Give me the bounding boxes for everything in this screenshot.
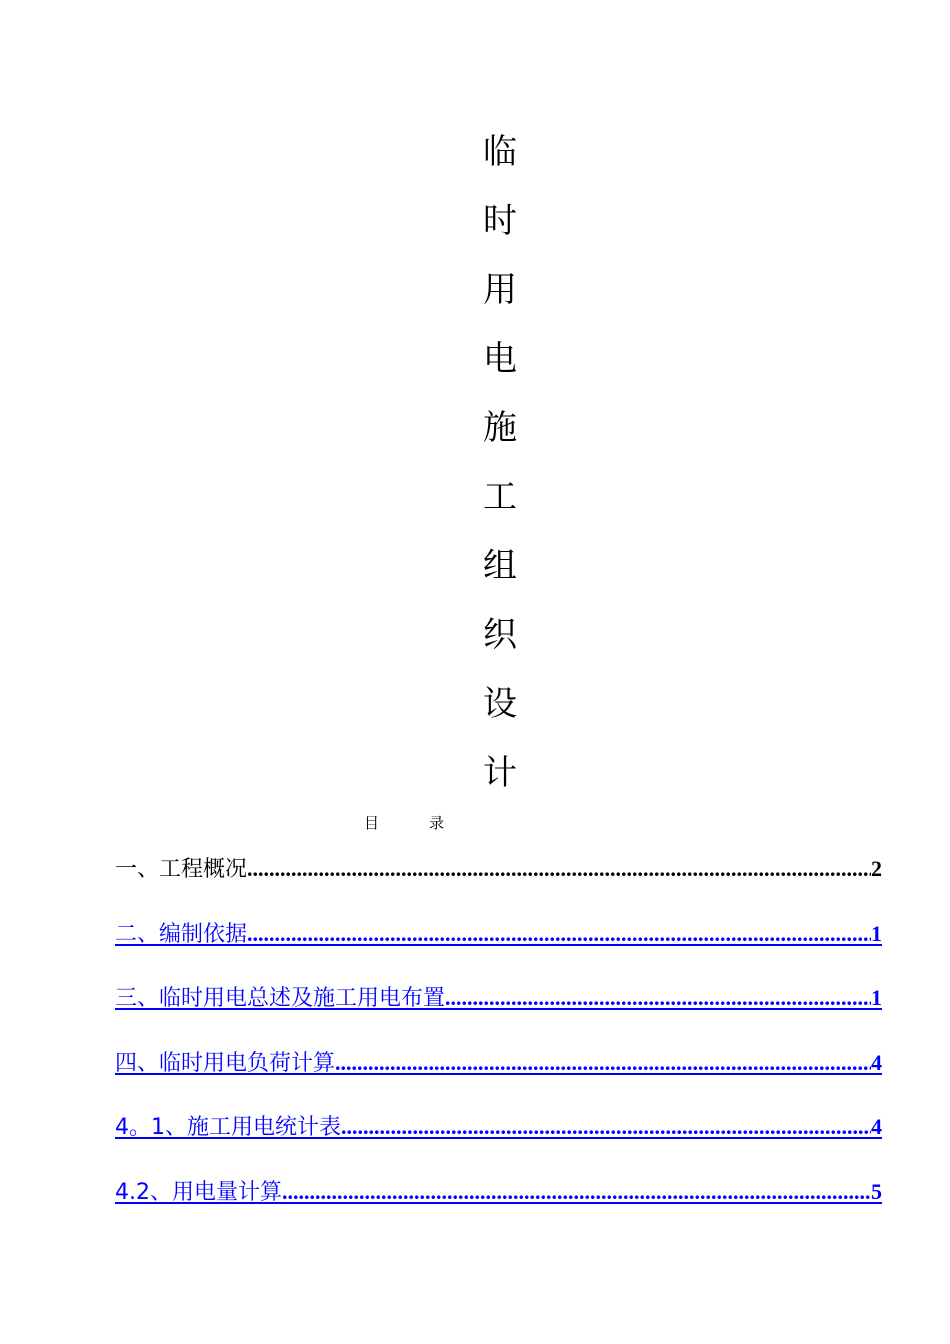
title-char: 计 [483, 753, 517, 793]
toc-entry-label: 一、工程概况 [115, 857, 248, 882]
toc-entry-label[interactable]: 4.2、用电量计算 [115, 1179, 282, 1205]
table-of-contents [115, 852, 882, 1239]
toc-entry-page[interactable]: 1 [871, 985, 882, 1010]
toc-link-power-consumption-calc[interactable] [115, 1175, 882, 1240]
toc-link-power-statistics-table[interactable] [115, 1110, 882, 1175]
toc-entry-label[interactable]: 四、临时用电负荷计算 [115, 1050, 336, 1076]
toc-heading-left: 目 [363, 814, 379, 832]
title-char: 组 [483, 546, 517, 586]
toc-entry-page[interactable]: 1 [871, 920, 882, 946]
toc-link-load-calculation[interactable] [115, 1046, 882, 1111]
toc-entry-page[interactable]: 4 [871, 1049, 882, 1075]
toc-entry-label[interactable]: 4。1、施工用电统计表 [115, 1115, 341, 1140]
title-char: 施 [483, 408, 517, 448]
toc-leader-dots[interactable] [282, 1179, 871, 1205]
title-char: 设 [483, 684, 517, 724]
title-char: 电 [483, 339, 517, 379]
toc-leader-dots[interactable] [247, 921, 871, 947]
toc-entry-label[interactable]: 二、编制依据 [115, 921, 248, 947]
toc-heading-right: 录 [429, 814, 445, 832]
title-char: 织 [483, 615, 517, 655]
title-char: 临 [483, 132, 517, 172]
toc-entry-label[interactable]: 三、临时用电总述及施工用电布置 [115, 986, 446, 1011]
toc-link-power-overview-layout[interactable] [115, 981, 882, 1046]
toc-entry-page[interactable]: 5 [871, 1178, 882, 1204]
toc-leader-dots [247, 856, 871, 882]
toc-entry-page: 2 [871, 856, 882, 881]
toc-leader-dots[interactable] [341, 1114, 871, 1140]
toc-heading [0, 812, 808, 833]
toc-leader-dots[interactable] [445, 985, 871, 1011]
toc-entry-page[interactable]: 4 [871, 1114, 882, 1139]
vertical-title [470, 118, 530, 808]
toc-leader-dots[interactable] [335, 1050, 871, 1076]
title-char: 工 [483, 477, 517, 517]
toc-link-compilation-basis[interactable] [115, 917, 882, 982]
toc-entry-project-overview [115, 852, 882, 917]
title-char: 用 [483, 270, 517, 310]
title-char: 时 [483, 201, 517, 241]
